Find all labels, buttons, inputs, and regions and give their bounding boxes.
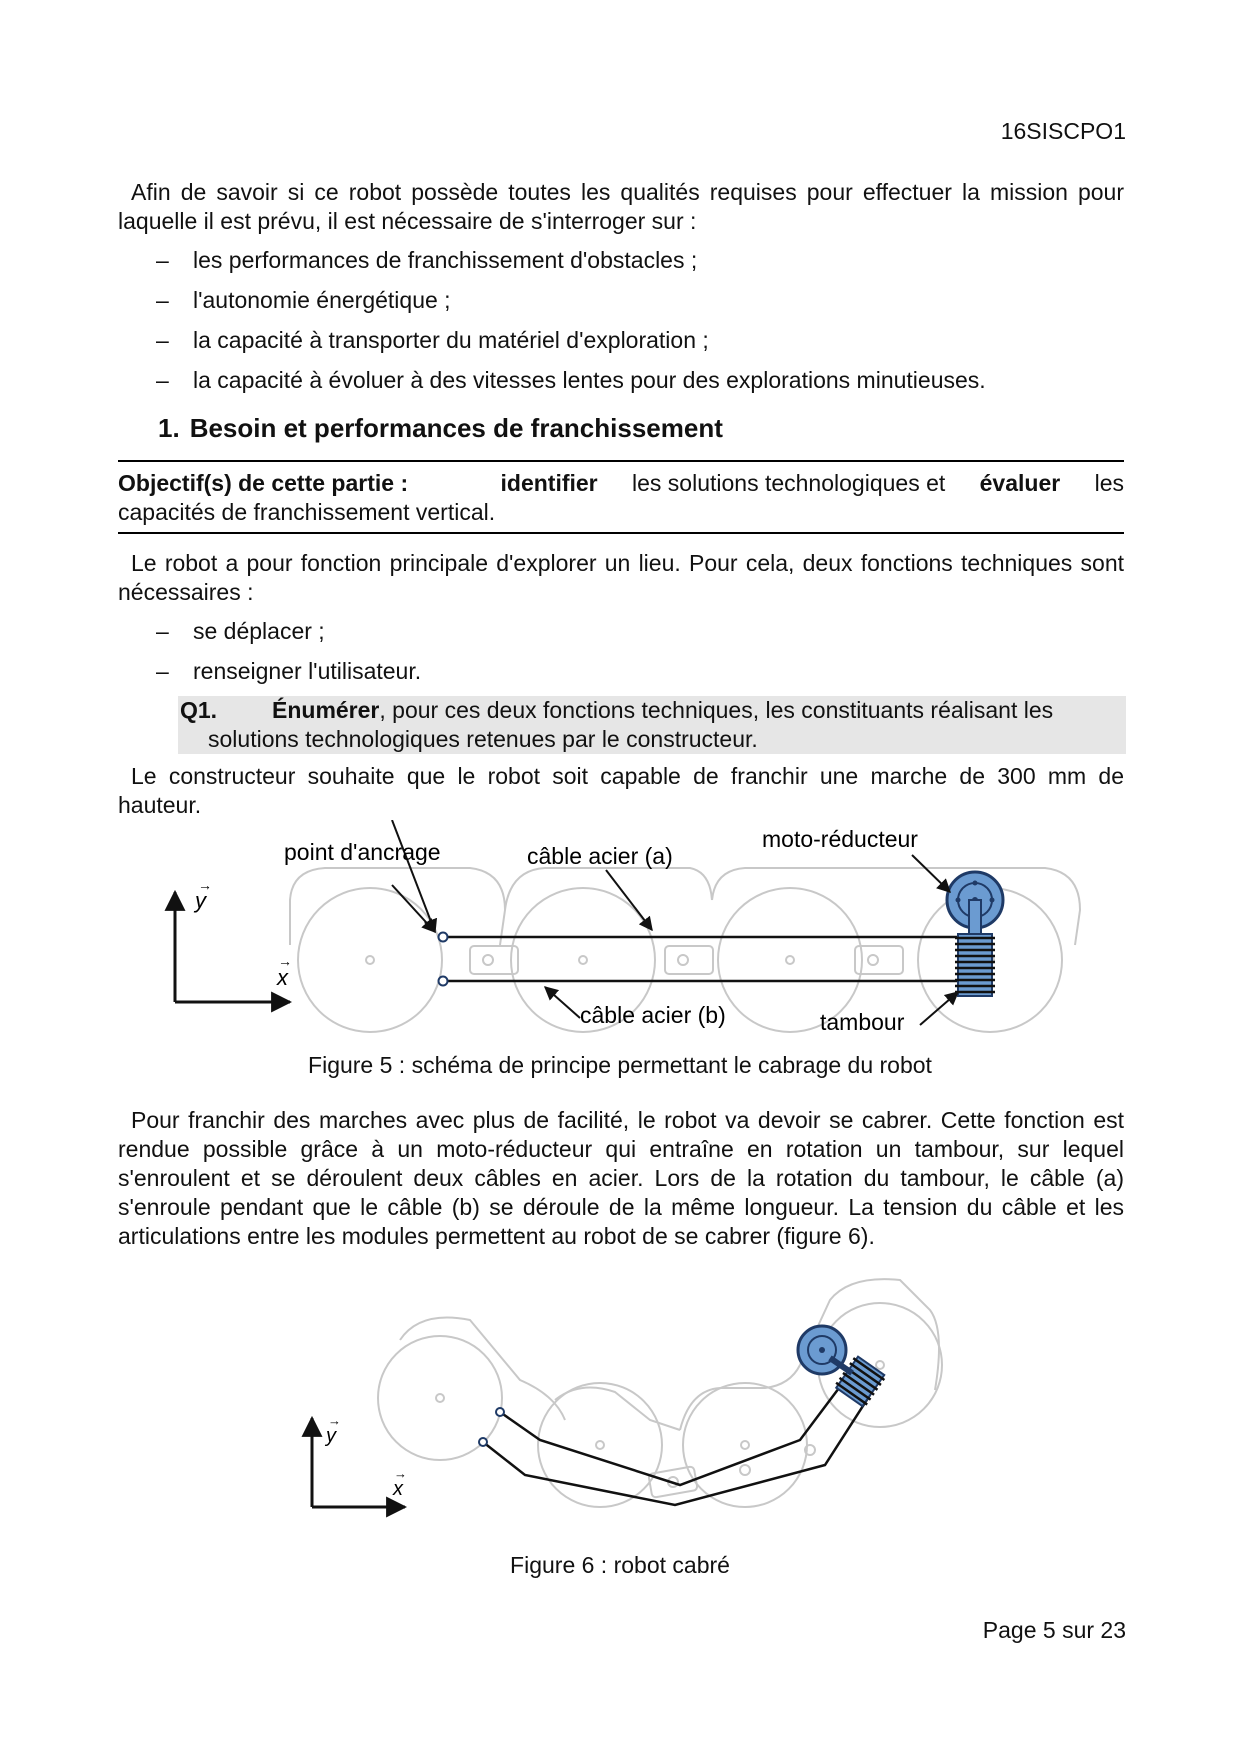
- document-reference: 16SISCPO1: [1000, 118, 1126, 144]
- wheel-hub: [579, 956, 587, 964]
- label-cable-a: câble acier (a): [527, 843, 673, 869]
- vector-arrow-glyph: →: [278, 953, 292, 969]
- constructor-paragraph: Le constructeur souhaite que le robot soit capable de franchir une marche de 300 mm de hauteur.: [118, 763, 1124, 818]
- list-item: [118, 659, 1124, 699]
- joint: [868, 955, 878, 965]
- functions-list: [118, 619, 1124, 699]
- wheel-hub: [876, 1361, 884, 1369]
- motor-shaft-housing: [969, 900, 981, 934]
- question-row: [178, 696, 1126, 725]
- motor-reducer: [947, 872, 1003, 934]
- wheel-hub: [436, 1394, 444, 1402]
- section-title: [158, 413, 723, 444]
- module-housing: [680, 1365, 800, 1430]
- module-housing: [400, 1318, 565, 1421]
- list-item: [118, 368, 1124, 408]
- axes-xy: [175, 892, 290, 1002]
- figure-6-caption: Figure 6 : robot cabré: [510, 1552, 730, 1578]
- wheel-hub: [596, 1441, 604, 1449]
- label-cable-b: câble acier (b): [580, 1002, 726, 1028]
- question-text: [272, 696, 1053, 725]
- question-text-line2: solutions technologiques retenues par le constructeur.: [208, 726, 758, 752]
- question-verb: Énumérer: [272, 697, 380, 723]
- arrow-drum: [920, 992, 958, 1025]
- wheel: [298, 888, 442, 1032]
- label-motor-reducer: moto-réducteur: [762, 826, 918, 852]
- question-text-line1: , pour ces deux fonctions techniques, les constituants réalisant les: [379, 697, 1054, 723]
- vector-arrow-glyph: →: [394, 1466, 407, 1481]
- dash-mark: –: [156, 247, 169, 273]
- dash-mark: –: [156, 367, 169, 393]
- arrow-motor: [912, 855, 950, 892]
- joint: [483, 955, 493, 965]
- list-item: [118, 248, 1124, 288]
- figure-5-diagram: [0, 820, 1240, 1040]
- question-number: Q1.: [180, 697, 218, 723]
- motor-shaft: [819, 1347, 825, 1353]
- axis-x-label: x: [277, 965, 288, 990]
- list-item-text: la capacité à évoluer à des vitesses lentes pour des explorations minutieuses.: [193, 367, 986, 393]
- objective-line: [118, 469, 1124, 498]
- arrow-anchor: [392, 820, 435, 932]
- section-title-text: Besoin et performances de franchissement: [189, 413, 723, 443]
- list-item-text: renseigner l'utilisateur.: [193, 658, 422, 684]
- list-item-text: l'autonomie énergétique ;: [193, 287, 451, 313]
- objective-text: les: [1094, 470, 1124, 496]
- list-item: [118, 288, 1124, 328]
- axis-y-label: y: [195, 888, 206, 913]
- objective-verb-evaluate: évaluer: [979, 470, 1061, 496]
- functions-paragraph: Le robot a pour fonction principale d'explorer un lieu. Pour cela, deux fonctions techniques sont nécessaires :: [118, 550, 1124, 605]
- anchor-point-a: [496, 1408, 504, 1416]
- module-housing: [555, 1388, 680, 1431]
- page-number: Page 5 sur 23: [982, 1617, 1126, 1643]
- arrow-cable-b: [545, 987, 580, 1018]
- label-drum: tambour: [820, 1009, 905, 1035]
- intro-list: [118, 248, 1124, 408]
- vector-arrow-glyph: →: [198, 877, 212, 893]
- objective-line-2: capacités de franchissement vertical.: [118, 499, 496, 525]
- bolt: [956, 898, 961, 903]
- vector-arrow-glyph: →: [328, 1413, 341, 1428]
- label-anchor-point: point d'ancrage: [284, 839, 441, 865]
- dash-mark: –: [156, 618, 169, 644]
- list-item-text: se déplacer ;: [193, 618, 325, 644]
- dash-mark: –: [156, 658, 169, 684]
- question-q1: [178, 696, 1126, 754]
- dash-mark: –: [156, 287, 169, 313]
- figure-5-caption: Figure 5 : schéma de principe permettant le cabrage du robot: [308, 1052, 932, 1078]
- objective-label: Objectif(s) de cette partie :: [118, 470, 409, 496]
- objective-box: [118, 460, 1124, 534]
- objective-verb-identify: identifier: [500, 470, 598, 496]
- section-number: 1.: [158, 413, 180, 443]
- anchor-point-b: [479, 1438, 487, 1446]
- wheel-hub: [741, 1441, 749, 1449]
- list-item-text: les performances de franchissement d'obstacles ;: [193, 247, 698, 273]
- joint: [678, 955, 688, 965]
- bolt: [973, 881, 978, 886]
- figure-6-diagram: [0, 1270, 1240, 1540]
- axis-x-label: x: [393, 1478, 403, 1500]
- axis-y-label: y: [326, 1425, 336, 1447]
- list-item-text: la capacité à transporter du matériel d'exploration ;: [193, 327, 709, 353]
- arrow-anchor: [392, 885, 435, 932]
- module-housing: [712, 868, 900, 900]
- wheel-hub: [366, 956, 374, 964]
- wheel-hub: [786, 956, 794, 964]
- dash-mark: –: [156, 327, 169, 353]
- objective-text: les solutions technologiques et: [632, 470, 946, 496]
- list-item: [118, 619, 1124, 659]
- anchor-point-b: [439, 977, 448, 986]
- bolt: [990, 898, 995, 903]
- cabrage-paragraph: Pour franchir des marches avec plus de facilité, le robot va devoir se cabrer. Cette fonction est rendue possible grâce à un moto-réducteur qui entraîne en rotation un tambour, sur lequel s'enroulent et se déroulent deux câbles en acier. Lors de la rotation du tambour, le câble (a) s'enroule pendant que le câble (b) se déroule de la même longueur. La tension du câble et les articulations entre les modules permettent au robot de se cabrer (figure 6).: [118, 1107, 1124, 1249]
- intro-paragraph: Afin de savoir si ce robot possède toutes les qualités requises pour effectuer la mission pour laquelle il est prévu, il est nécessaire de s'interroger sur :: [118, 179, 1124, 234]
- cable-b: [483, 1395, 870, 1505]
- drum: [955, 934, 995, 996]
- anchor-point-a: [439, 933, 448, 942]
- list-item: [118, 328, 1124, 368]
- joint: [740, 1465, 750, 1475]
- arrow-cable-a: [606, 870, 652, 930]
